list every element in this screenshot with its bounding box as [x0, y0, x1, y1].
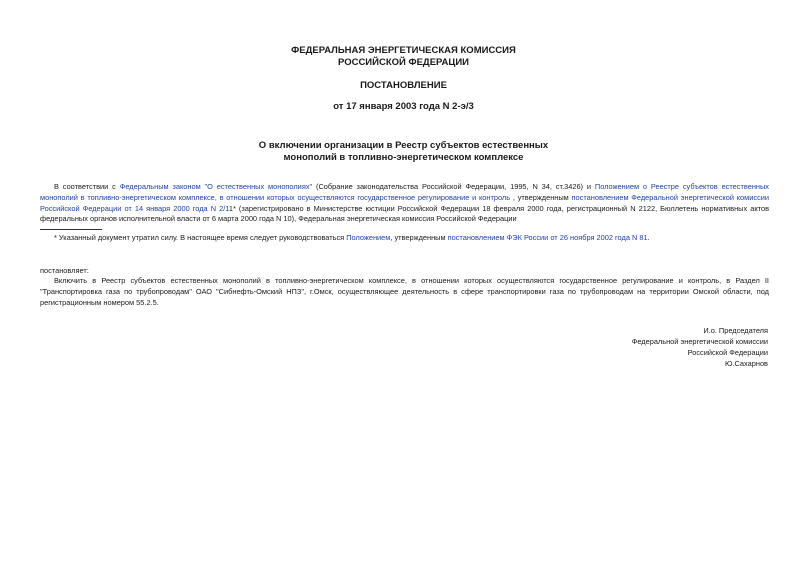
footnote-divider: [40, 229, 102, 230]
footnote-text-3: .: [647, 233, 650, 242]
operative-paragraph: Включить в Реестр субъектов естественных монополий в топливно-энергетическом комплексе, в отношении которых осуществляются государственное регулирование и контроль, в Раздел II "Транспортировка газа по трубопроводам" ОАО "Сибнефть-Омский НПЗ", г.Омск, осуществляющее деятельность в сфере транспортировки газа по трубопроводам на территории Омской области, под регистрационным номером 55.2.5.: [40, 276, 769, 307]
federal-law-link[interactable]: Федеральным законом "О естественных монополиях": [119, 182, 313, 191]
preamble-text-1: В соответствии с: [54, 182, 120, 191]
preamble-paragraph: [40, 182, 769, 225]
signature-block: [632, 325, 768, 369]
document-date: от 17 января 2003 года N 2-э/3: [333, 101, 474, 112]
title-line-1: О включении организации в Реестр субъектов естественных: [258, 140, 549, 151]
preamble-text-4: 1* (зарегистрировано в Министерстве юстиции Российской Федерации 18 февраля 2000 года, регистрационный N 2122, Бюллетень нормативных актов федеральных органов исполнительной власти от 6 марта 2000 года N 10), Федеральная энергетическая комиссия Российской Федерации: [40, 203, 770, 224]
fek-resolution-link[interactable]: постановлением Федеральной энергетической комиссии Российской Федерации от 14 января 2000 года N 2/1: [40, 192, 770, 213]
document-title: [0, 140, 807, 164]
issuer-line-1: ФЕДЕРАЛЬНАЯ ЭНЕРГЕТИЧЕСКАЯ КОМИССИЯ: [291, 45, 516, 56]
footnote-text-1: * Указанный документ утратил силу. В настоящее время следует руководствоваться: [54, 233, 347, 242]
fek-resolution-81-link[interactable]: постановлением ФЭК России от 26 ноября 2002 года N 81: [447, 233, 648, 242]
registry-regulation-link[interactable]: Положением о Реестре субъектов естественных монополий в топливно-энергетическом комплексе, в отношении которых осуществляются государственное регулирование и контроль: [40, 182, 769, 202]
signature-line-1: И.о. Председателя: [703, 326, 768, 335]
issuer-header: [0, 45, 807, 69]
title-line-2: монополий в топливно-энергетическом комплексе: [283, 152, 524, 163]
signature-name: Ю.Сахарнов: [724, 359, 768, 368]
document-type: ПОСТАНОВЛЕНИЕ: [360, 80, 447, 91]
preamble-text-3: , утвержденным: [510, 192, 572, 202]
footnote: [40, 233, 769, 244]
footnote-text-2: , утвержденным: [390, 233, 448, 242]
preamble-text-2: (Собрание законодательства Российской Федерации, 1995, N 34, ст.3426) и: [312, 182, 595, 191]
signature-line-2: Федеральной энергетической комиссии: [631, 337, 768, 346]
issuer-line-2: РОССИЙСКОЙ ФЕДЕРАЦИИ: [337, 57, 469, 68]
decides-label: постановляет:: [40, 266, 89, 275]
regulation-link[interactable]: Положением: [346, 233, 391, 242]
signature-line-3: Российской Федерации: [687, 348, 768, 357]
